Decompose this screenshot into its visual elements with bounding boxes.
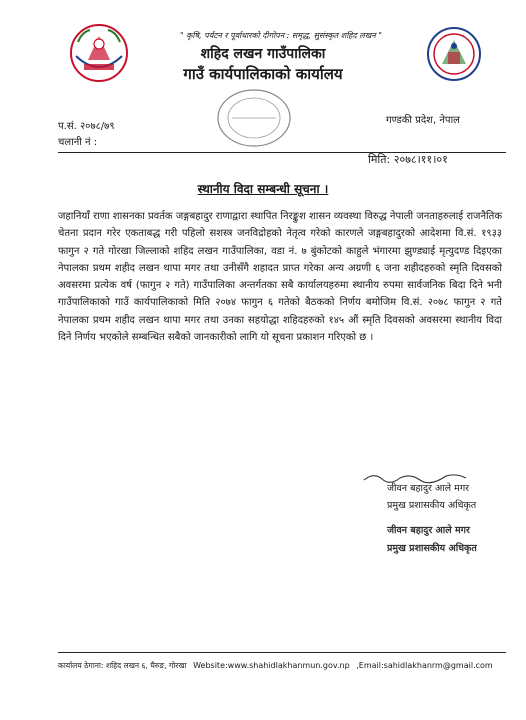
stamp-signatory-title: प्रमुख प्रशासकीय अधिकृत — [387, 543, 477, 554]
province: गण्डकी प्रदेश, नेपाल — [386, 115, 460, 126]
reference-number: प.सं. २०७८/७९ — [58, 121, 115, 132]
motto: " कृषि, पर्यटन र पूर्वाधारको दीगोपन : समृद्ध, सुसंस्कृत शहिद लखन " — [180, 31, 382, 40]
website-link[interactable]: Website:www.shahidlakhanmun.gov.np — [193, 661, 350, 670]
signatory-name: जीवन बहादुर आले मगर — [387, 483, 470, 494]
footer — [58, 661, 497, 671]
dispatch-number: चलानी नं : — [58, 137, 98, 148]
signatory-title: प्रमुख प्रशासकीय अधिकृत — [387, 500, 477, 511]
footer-divider — [58, 652, 506, 653]
org-name: शहिद लखन गाउँपालिका — [200, 46, 326, 62]
office-name: गाउँ कार्यपालिकाको कार्यालय — [183, 65, 343, 83]
notice-subject: स्थानीय विदा सम्बन्धी सूचना । — [197, 182, 329, 196]
office-address: कार्यालय ठेगाना: शहिद लखन ६, घैरुङ, गोरखा — [58, 661, 187, 670]
stamp-signatory-name: जीवन बहादुर आले मगर — [387, 525, 470, 536]
email-link[interactable]: ,Email:sahidlakhanrm@gmail.com — [356, 661, 493, 670]
office-seal-icon — [214, 86, 294, 150]
notice-date: मिति: २०७८।११।०१ — [368, 153, 448, 166]
notice-body: जहानियाँ राणा शासनका प्रवर्तक जङ्गबहादुर राणाद्वारा स्थापित निरङ्कुश शासन व्यवस्था विरुद्ध नेपाली जनताहरुलाई राजनैतिक चेतना प्रदान गरेर एकताबद्ध गरी पहिलो सशस्त्र जनविद्रोहको नेतृत्व गरेको कारणले जङ्गबहादुरको आदेशमा वि.सं. १९३३ फागुन २ गते गोरखा जिल्लाको शहिद लखन गाउँपालिका, वडा नं. ७ बुंकोटको काहुले भंगारमा झुण्ड्याई मृत्युदण्ड दिइएका नेपालका प्रथम शहीद लखन थापा मगर तथा उनीसँगै शहादत प्राप्त गरेका अन्य अग्रणी ६ जना शहीदहरुको स्मृति दिवसको अवसरमा प्रत्येक वर्ष (फागुन २ गते) गाउँपालिका अन्तर्गतका सबै कार्यालयहरुमा स्थानीय रुपमा सार्वजनिक बिदा दिने भनी गाउँपालिकाको गाउँ कार्यपालिकाको मिति २०७४ फागुन ६ गतेको बैठकको निर्णय बमोजिम वि.सं. २०७८ फागुन २ गते नेपालका प्रथम शहीद लखन थापा मगर तथा उनका सहयोद्धा शहिदहरुको १४५ औं स्मृति दिवसको अवसरमा स्थानीय विदा दिने निर्णय भएकोले सम्बन्धित सबैको जानकारीको लागि यो सूचना प्रकाशन गरिएको छ । — [58, 211, 502, 344]
